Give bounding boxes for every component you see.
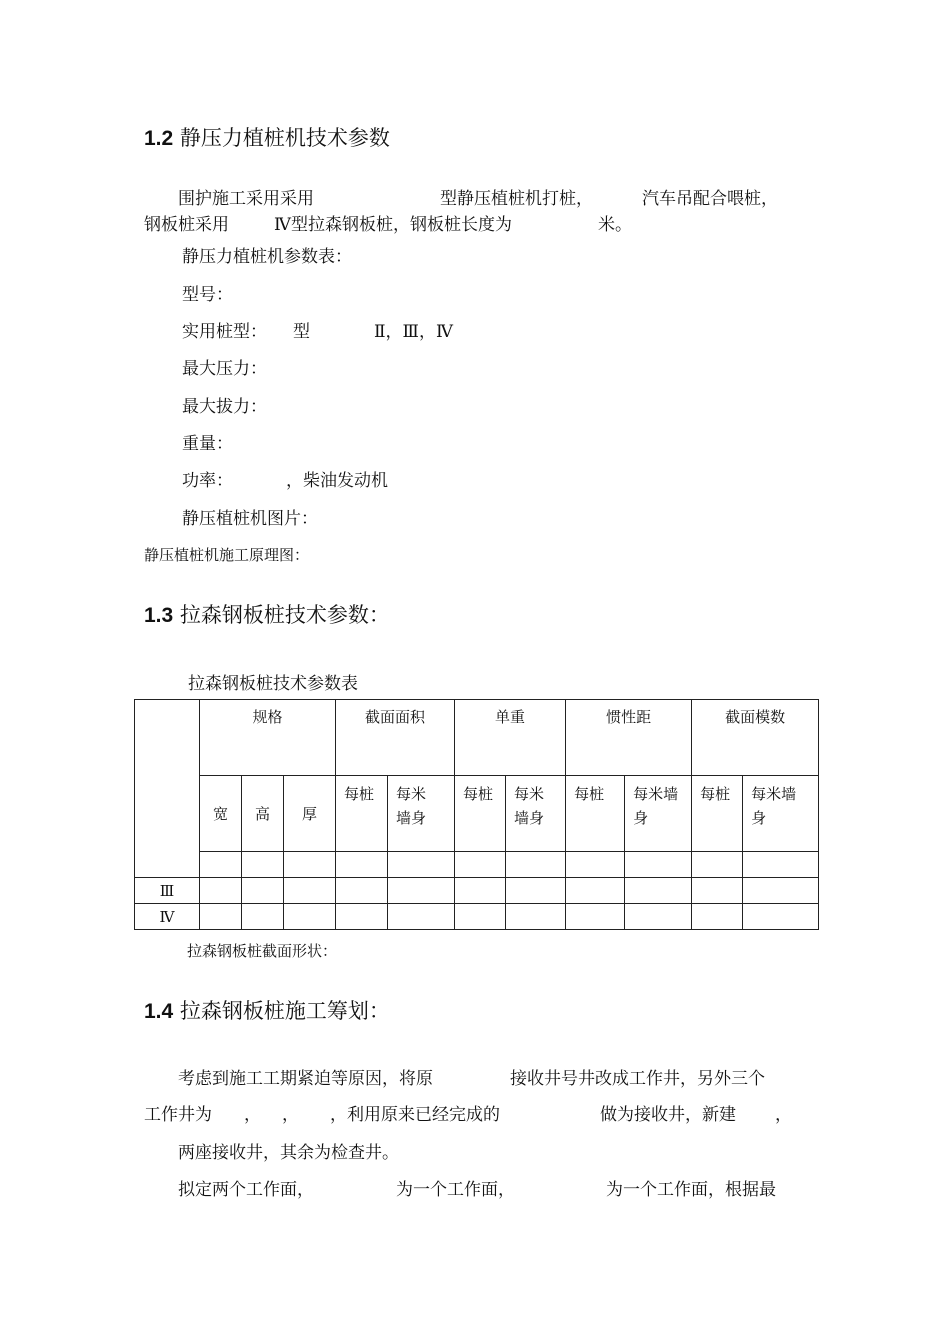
sub-area-per-m-wall: 每米墙身: [388, 776, 455, 852]
section-title: 拉森钢板桩技术参数：: [179, 603, 390, 627]
sub-area-per-pile: 每桩: [336, 776, 388, 852]
plan-line2-b: ，: [244, 1105, 261, 1125]
para1-text-f: 米。: [598, 215, 632, 235]
para1-text-d: 钢板桩采用: [144, 215, 229, 235]
section-title: 静压力植桩机技术参数: [179, 126, 390, 150]
section-heading-1-3: [144, 599, 390, 629]
param-max-press: 最大压力：: [182, 359, 267, 379]
param-photo: 静压植桩机图片：: [182, 509, 318, 529]
header-area: 截面面积: [336, 700, 455, 776]
params-table-title: 静压力植桩机参数表：: [182, 247, 352, 267]
para1-text-e: Ⅳ型拉森钢板桩，钢板桩长度为: [274, 215, 512, 235]
param-weight: 重量：: [182, 434, 233, 454]
sheet-pile-param-table: [134, 699, 819, 930]
header-spec: 规格: [200, 700, 336, 776]
plan-line2-e: 做为接收井，新建: [600, 1105, 736, 1125]
table-row-empty: [135, 852, 819, 878]
table-row: [135, 904, 819, 930]
section-number: 1.3: [144, 604, 174, 627]
sub-weight-per-m-wall: 每米墙身: [506, 776, 566, 852]
param-power-value: ，柴油发动机: [286, 471, 388, 491]
param-model: 型号：: [182, 285, 233, 305]
row-label-4: Ⅳ: [135, 904, 200, 930]
header-unit-weight: 单重: [455, 700, 566, 776]
plan-line1-a: 考虑到施工工期紧迫等原因，将原: [178, 1069, 433, 1089]
plan-line2-d: ，利用原来已经完成的: [330, 1105, 500, 1125]
table-corner-cell: [135, 700, 200, 878]
para1-text-c: 汽车吊配合喂桩，: [642, 189, 778, 209]
section-title: 拉森钢板桩施工筹划：: [179, 999, 390, 1023]
header-modulus: 截面模数: [692, 700, 819, 776]
sheet-table-caption: 拉森钢板桩技术参数表: [188, 674, 358, 694]
param-principle: 静压植桩机施工原理图：: [144, 546, 310, 564]
table-header-row: [135, 700, 819, 776]
para1-text-b: 型静压植桩机打桩，: [440, 189, 593, 209]
sheet-shape-label: 拉森钢板桩截面形状：: [187, 942, 338, 960]
sub-weight-per-pile: 每桩: [455, 776, 506, 852]
sub-inertia-per-pile: 每桩: [566, 776, 625, 852]
sub-inertia-per-m-wall: 每米墙身: [625, 776, 692, 852]
sub-height: 高: [242, 776, 284, 852]
plan-line3: 两座接收井，其余为检查井。: [178, 1143, 399, 1163]
section-number: 1.4: [144, 1000, 174, 1023]
sub-modulus-per-pile: 每桩: [692, 776, 743, 852]
plan-line2-c: ，: [282, 1105, 299, 1125]
section-number: 1.2: [144, 127, 174, 150]
plan-line2-f: ，: [775, 1105, 792, 1125]
section-heading-1-4: [144, 995, 390, 1025]
table-row: [135, 878, 819, 904]
table-subheader-row: [135, 776, 819, 852]
param-pile-type-mid: 型: [293, 322, 310, 342]
para1-text-a: 围护施工采用采用: [178, 189, 314, 209]
plan-line4-c: 为一个工作面，根据最: [606, 1180, 776, 1200]
plan-line2-a: 工作井为: [144, 1105, 212, 1125]
param-max-pull: 最大拔力：: [182, 397, 267, 417]
sub-modulus-per-m-wall: 每米墙身: [743, 776, 819, 852]
plan-line1-b: 接收井号井改成工作井，另外三个: [510, 1069, 765, 1089]
param-pile-type-values: Ⅱ，Ⅲ，Ⅳ: [374, 322, 453, 342]
param-power-label: 功率：: [182, 471, 233, 491]
plan-line4-b: 为一个工作面，: [396, 1180, 515, 1200]
plan-line4-a: 拟定两个工作面，: [178, 1180, 314, 1200]
section-heading-1-2: [144, 122, 390, 152]
sub-thick: 厚: [284, 776, 336, 852]
header-inertia: 惯性距: [566, 700, 692, 776]
sub-width: 宽: [200, 776, 242, 852]
param-pile-type-label: 实用桩型：: [182, 322, 267, 342]
row-label-3: Ⅲ: [135, 878, 200, 904]
